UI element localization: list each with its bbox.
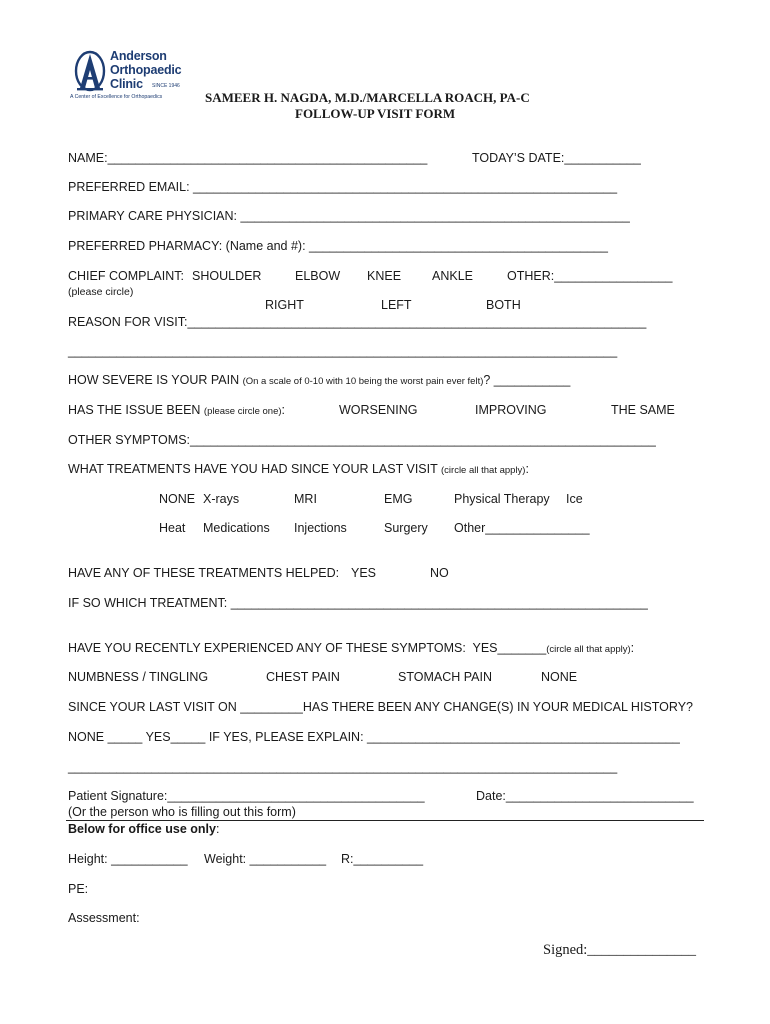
pain-severity-field[interactable]: ? ___________ xyxy=(483,373,571,387)
recent-symptoms-colon: : xyxy=(630,641,635,655)
treatment-option-surgery[interactable]: Surgery xyxy=(384,521,428,535)
recent-symptoms-question xyxy=(68,642,634,655)
treatment-option-medications[interactable]: Medications xyxy=(203,521,270,535)
symptom-option-numbness[interactable]: NUMBNESS / TINGLING xyxy=(68,670,209,684)
logo-tagline: A Center of Excellence for Orthopaedics xyxy=(70,94,163,100)
complaint-option-shoulder[interactable]: SHOULDER xyxy=(192,269,262,283)
issue-status-note: (please circle one) xyxy=(203,406,282,417)
clinic-logo-mark-icon xyxy=(74,48,106,94)
medical-history-answer[interactable]: NONE _____ YES_____ IF YES, PLEASE EXPLAIN: _____________________________________________ xyxy=(68,730,680,744)
patient-signature-field[interactable]: Patient Signature:_____________________________________ xyxy=(68,789,425,803)
treatment-option-none[interactable]: NONE xyxy=(159,492,196,506)
symptom-option-none[interactable]: NONE xyxy=(541,670,578,684)
height-field[interactable]: Height: ___________ xyxy=(68,852,188,866)
treatment-option-other[interactable]: Other_______________ xyxy=(454,521,590,535)
treatments-helped-label: HAVE ANY OF THESE TREATMENTS HELPED: xyxy=(68,566,340,580)
issue-option-improving[interactable]: IMPROVING xyxy=(475,403,547,417)
pe-label[interactable]: PE: xyxy=(68,882,89,896)
treatments-label: WHAT TREATMENTS HAVE YOU HAD SINCE YOUR LAST VISIT xyxy=(68,462,441,476)
complaint-option-ankle[interactable]: ANKLE xyxy=(432,269,473,283)
assessment-label[interactable]: Assessment: xyxy=(68,911,140,925)
treatments-helped-yes[interactable]: YES xyxy=(351,566,377,580)
clinic-logo xyxy=(70,44,190,102)
complaint-option-knee[interactable]: KNEE xyxy=(367,269,402,283)
other-symptoms-field[interactable]: OTHER SYMPTOMS:___________________________________________________________________ xyxy=(68,433,656,447)
treatment-option-heat[interactable]: Heat xyxy=(159,521,186,535)
reason-for-visit-line2[interactable]: _______________________________________________________________________________ xyxy=(68,344,618,358)
symptom-option-stomach-pain[interactable]: STOMACH PAIN xyxy=(398,670,492,684)
medical-history-line2[interactable]: _______________________________________________________________________________ xyxy=(68,760,618,774)
office-use-divider xyxy=(66,820,704,821)
recent-symptoms-label[interactable]: HAVE YOU RECENTLY EXPERIENCED ANY OF THESE SYMPTOMS: YES_______ xyxy=(68,641,547,655)
logo-since: SINCE 1946 xyxy=(152,83,180,89)
pain-severity-label: HOW SEVERE IS YOUR PAIN xyxy=(68,373,243,387)
form-header-physicians: SAMEER H. NAGDA, M.D./MARCELLA ROACH, PA-C xyxy=(205,90,530,105)
issue-status-label: HAS THE ISSUE BEEN xyxy=(68,403,204,417)
office-use-heading xyxy=(68,823,219,836)
side-option-left[interactable]: LEFT xyxy=(381,298,412,312)
reason-for-visit-field[interactable]: REASON FOR VISIT:__________________________________________________________________ xyxy=(68,315,647,329)
office-use-colon: : xyxy=(215,822,220,836)
chief-complaint-label: CHIEF COMPLAINT: xyxy=(68,269,184,283)
form-title: FOLLOW-UP VISIT FORM xyxy=(295,106,456,121)
treatment-option-injections[interactable]: Injections xyxy=(294,521,347,535)
preferred-pharmacy-field[interactable]: PREFERRED PHARMACY: (Name and #): ___________________________________________ xyxy=(68,239,608,253)
logo-name-line2: Orthopaedic xyxy=(110,63,182,77)
logo-name-line1: Anderson xyxy=(110,49,167,63)
issue-option-worsening[interactable]: WORSENING xyxy=(339,403,418,417)
treatments-note: (circle all that apply) xyxy=(441,465,526,476)
r-field[interactable]: R:__________ xyxy=(341,852,424,866)
office-use-label: Below for office use only xyxy=(68,822,216,836)
todays-date-field[interactable]: TODAY’S DATE:___________ xyxy=(472,151,641,165)
complaint-option-other[interactable]: OTHER:_________________ xyxy=(507,269,673,283)
treatment-option-emg[interactable]: EMG xyxy=(384,492,413,506)
treatment-option-physical-therapy[interactable]: Physical Therapy xyxy=(454,492,550,506)
treatments-colon: : xyxy=(525,462,529,476)
chief-complaint-sublabel: (please circle) xyxy=(68,286,134,298)
medical-history-question[interactable]: SINCE YOUR LAST VISIT ON _________HAS THERE BEEN ANY CHANGE(S) IN YOUR MEDICAL HISTORY? xyxy=(68,700,693,714)
recent-symptoms-note: (circle all that apply) xyxy=(546,644,631,655)
issue-status-question xyxy=(68,404,285,417)
treatment-option-ice[interactable]: Ice xyxy=(566,492,583,506)
primary-care-physician-field[interactable]: PRIMARY CARE PHYSICIAN: ________________________________________________________ xyxy=(68,209,630,223)
side-option-right[interactable]: RIGHT xyxy=(265,298,304,312)
preferred-email-field[interactable]: PREFERRED EMAIL: _____________________________________________________________ xyxy=(68,180,618,194)
treatment-option-mri[interactable]: MRI xyxy=(294,492,317,506)
treatment-option-xrays[interactable]: X-rays xyxy=(203,492,240,506)
name-field[interactable]: NAME:______________________________________________ xyxy=(68,151,428,165)
logo-name-line3: Clinic xyxy=(110,77,143,91)
side-option-both[interactable]: BOTH xyxy=(486,298,521,312)
treatments-helped-no[interactable]: NO xyxy=(430,566,449,580)
issue-option-the-same[interactable]: THE SAME xyxy=(611,403,675,417)
weight-field[interactable]: Weight: ___________ xyxy=(204,852,327,866)
issue-status-colon: : xyxy=(281,403,286,417)
signature-note: (Or the person who is filling out this form) xyxy=(68,805,296,819)
treatments-question xyxy=(68,463,529,476)
signature-date-field[interactable]: Date:___________________________ xyxy=(476,789,694,803)
complaint-option-elbow[interactable]: ELBOW xyxy=(295,269,341,283)
symptom-option-chest-pain[interactable]: CHEST PAIN xyxy=(266,670,340,684)
signed-field[interactable]: Signed:_______________ xyxy=(543,942,697,958)
pain-severity-note: (On a scale of 0-10 with 10 being the worst pain ever felt) xyxy=(242,376,484,387)
pain-severity-question xyxy=(68,374,570,387)
which-treatment-field[interactable]: IF SO WHICH TREATMENT: ____________________________________________________________ xyxy=(68,596,648,610)
